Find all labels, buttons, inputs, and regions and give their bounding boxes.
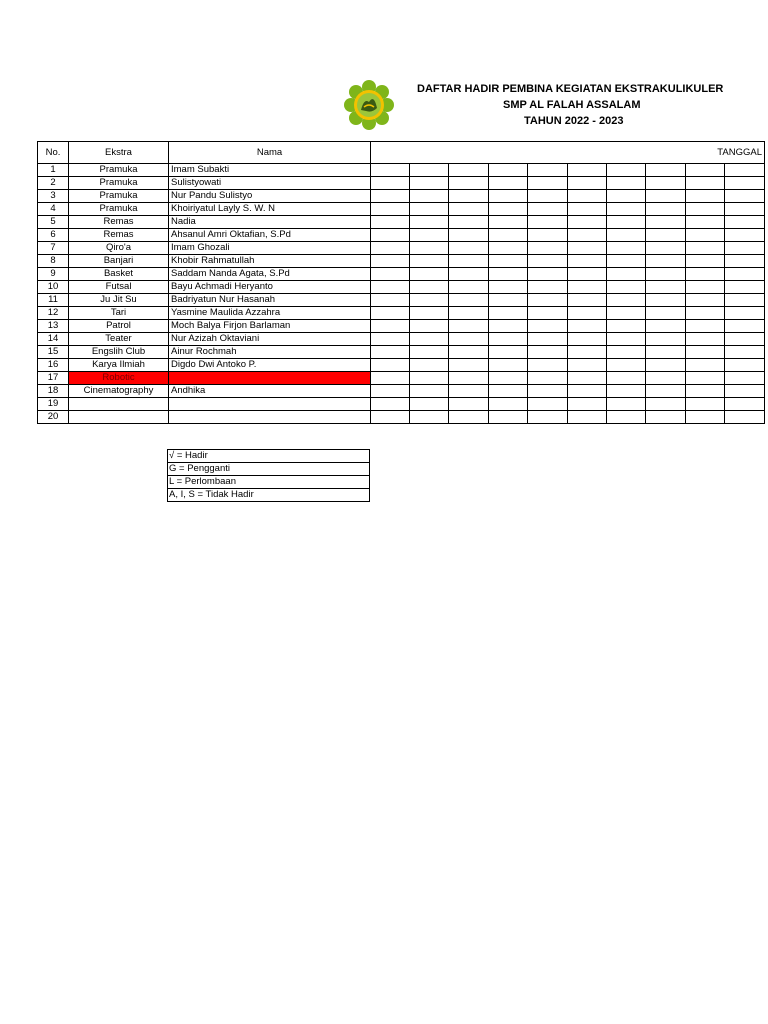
row-no: 5	[38, 216, 69, 229]
attendance-cell	[449, 333, 489, 346]
attendance-cell	[646, 372, 686, 385]
attendance-cell	[607, 359, 646, 372]
row-nama: Nur Pandu Sulistyo	[169, 190, 371, 203]
attendance-cell	[489, 411, 528, 424]
attendance-cell	[725, 203, 765, 216]
row-no: 12	[38, 307, 69, 320]
attendance-cell	[371, 307, 410, 320]
row-no: 14	[38, 333, 69, 346]
attendance-cell	[410, 216, 449, 229]
header-ekstra: Ekstra	[69, 142, 169, 164]
attendance-cell	[371, 268, 410, 281]
row-nama: Andhika	[169, 385, 371, 398]
school-name: SMP AL FALAH ASSALAM	[503, 99, 641, 111]
attendance-cell	[607, 333, 646, 346]
attendance-cell	[410, 190, 449, 203]
attendance-cell	[725, 216, 765, 229]
attendance-cell	[725, 229, 765, 242]
attendance-cell	[725, 346, 765, 359]
attendance-cell	[410, 398, 449, 411]
attendance-cell	[449, 190, 489, 203]
legend-perlombaan: L = Perlombaan	[168, 476, 370, 489]
attendance-cell	[449, 346, 489, 359]
attendance-cell	[568, 372, 607, 385]
school-emblem-icon	[344, 80, 394, 130]
attendance-cell	[449, 385, 489, 398]
attendance-cell	[646, 385, 686, 398]
attendance-cell	[528, 398, 568, 411]
row-no: 4	[38, 203, 69, 216]
row-no: 3	[38, 190, 69, 203]
attendance-cell	[449, 242, 489, 255]
row-no: 6	[38, 229, 69, 242]
attendance-cell	[449, 255, 489, 268]
row-ekstra: Qiro'a	[69, 242, 169, 255]
attendance-cell	[371, 242, 410, 255]
attendance-cell	[528, 190, 568, 203]
attendance-cell	[449, 320, 489, 333]
row-no: 1	[38, 164, 69, 177]
attendance-cell	[410, 255, 449, 268]
attendance-cell	[489, 242, 528, 255]
attendance-cell	[528, 411, 568, 424]
attendance-cell	[410, 203, 449, 216]
table-row	[38, 177, 765, 190]
row-nama: Ahsanul Amri Oktafian, S.Pd	[169, 229, 371, 242]
row-ekstra: Cinematography	[69, 385, 169, 398]
attendance-cell	[725, 359, 765, 372]
attendance-cell	[646, 190, 686, 203]
attendance-cell	[410, 164, 449, 177]
row-nama: Imam Ghozali	[169, 242, 371, 255]
attendance-cell	[646, 177, 686, 190]
attendance-cell	[410, 411, 449, 424]
row-ekstra: Pramuka	[69, 190, 169, 203]
row-no: 7	[38, 242, 69, 255]
attendance-cell	[725, 164, 765, 177]
attendance-cell	[568, 255, 607, 268]
attendance-cell	[607, 281, 646, 294]
attendance-cell	[568, 385, 607, 398]
attendance-cell	[489, 372, 528, 385]
attendance-cell	[528, 307, 568, 320]
row-nama	[169, 398, 371, 411]
legend-hadir: √ = Hadir	[168, 450, 370, 463]
attendance-cell	[410, 229, 449, 242]
attendance-cell	[646, 333, 686, 346]
attendance-table	[37, 141, 765, 424]
attendance-cell	[371, 164, 410, 177]
attendance-cell	[489, 320, 528, 333]
attendance-cell	[528, 333, 568, 346]
attendance-cell	[410, 333, 449, 346]
row-nama: Ainur Rochmah	[169, 346, 371, 359]
attendance-cell	[371, 359, 410, 372]
attendance-cell	[646, 346, 686, 359]
attendance-cell	[607, 385, 646, 398]
attendance-cell	[568, 411, 607, 424]
attendance-cell	[489, 190, 528, 203]
attendance-cell	[449, 372, 489, 385]
attendance-cell	[528, 372, 568, 385]
attendance-cell	[607, 216, 646, 229]
attendance-cell	[410, 281, 449, 294]
row-nama: Bayu Achmadi Heryanto	[169, 281, 371, 294]
attendance-cell	[371, 229, 410, 242]
attendance-cell	[410, 320, 449, 333]
attendance-cell	[607, 372, 646, 385]
attendance-cell	[568, 333, 607, 346]
attendance-cell	[725, 372, 765, 385]
attendance-cell	[489, 281, 528, 294]
table-row	[38, 333, 765, 346]
attendance-cell	[410, 346, 449, 359]
attendance-cell	[371, 333, 410, 346]
attendance-cell	[410, 385, 449, 398]
attendance-cell	[568, 346, 607, 359]
attendance-cell	[646, 320, 686, 333]
table-row	[38, 281, 765, 294]
attendance-cell	[449, 229, 489, 242]
attendance-cell	[449, 177, 489, 190]
attendance-cell	[489, 268, 528, 281]
attendance-cell	[686, 255, 725, 268]
row-nama: Badriyatun Nur Hasanah	[169, 294, 371, 307]
attendance-cell	[607, 320, 646, 333]
table-row	[38, 216, 765, 229]
attendance-cell	[725, 255, 765, 268]
attendance-cell	[686, 242, 725, 255]
attendance-cell	[725, 177, 765, 190]
attendance-cell	[646, 307, 686, 320]
attendance-cell	[410, 268, 449, 281]
attendance-cell	[410, 242, 449, 255]
attendance-cell	[449, 398, 489, 411]
attendance-cell	[489, 346, 528, 359]
table-row	[38, 294, 765, 307]
table-row	[38, 242, 765, 255]
attendance-cell	[568, 359, 607, 372]
attendance-cell	[607, 307, 646, 320]
row-ekstra	[69, 398, 169, 411]
row-no: 17	[38, 372, 69, 385]
attendance-cell	[607, 177, 646, 190]
attendance-cell	[646, 359, 686, 372]
attendance-cell	[528, 268, 568, 281]
attendance-cell	[725, 294, 765, 307]
attendance-cell	[528, 203, 568, 216]
legend-pengganti: G = Pengganti	[168, 463, 370, 476]
table-row	[38, 320, 765, 333]
attendance-cell	[725, 190, 765, 203]
row-no: 9	[38, 268, 69, 281]
attendance-cell	[371, 216, 410, 229]
attendance-cell	[410, 359, 449, 372]
table-row	[38, 307, 765, 320]
attendance-cell	[489, 398, 528, 411]
row-nama: Nur Azizah Oktaviani	[169, 333, 371, 346]
attendance-cell	[528, 216, 568, 229]
attendance-cell	[449, 203, 489, 216]
attendance-cell	[489, 359, 528, 372]
attendance-cell	[686, 320, 725, 333]
attendance-cell	[607, 229, 646, 242]
attendance-cell	[371, 320, 410, 333]
attendance-cell	[686, 216, 725, 229]
row-ekstra: Banjari	[69, 255, 169, 268]
row-no: 2	[38, 177, 69, 190]
table-row	[38, 359, 765, 372]
attendance-cell	[725, 411, 765, 424]
academic-year: TAHUN 2022 - 2023	[524, 115, 624, 127]
row-ekstra: Futsal	[69, 281, 169, 294]
attendance-cell	[646, 294, 686, 307]
attendance-cell	[528, 242, 568, 255]
attendance-cell	[568, 307, 607, 320]
attendance-cell	[371, 255, 410, 268]
attendance-cell	[725, 398, 765, 411]
attendance-cell	[528, 255, 568, 268]
table-row	[38, 372, 765, 385]
attendance-cell	[528, 229, 568, 242]
legend-tidak-hadir: A, I, S = Tidak Hadir	[168, 489, 370, 502]
attendance-cell	[410, 307, 449, 320]
attendance-cell	[489, 333, 528, 346]
attendance-cell	[686, 398, 725, 411]
attendance-cell	[528, 281, 568, 294]
attendance-cell	[607, 294, 646, 307]
attendance-cell	[607, 242, 646, 255]
attendance-cell	[607, 398, 646, 411]
attendance-cell	[607, 268, 646, 281]
row-ekstra	[69, 411, 169, 424]
table-row	[38, 346, 765, 359]
attendance-cell	[607, 164, 646, 177]
attendance-cell	[646, 411, 686, 424]
attendance-cell	[410, 372, 449, 385]
table-row	[38, 229, 765, 242]
attendance-cell	[646, 216, 686, 229]
attendance-cell	[528, 164, 568, 177]
row-ekstra: Remas	[69, 229, 169, 242]
header-nama: Nama	[169, 142, 371, 164]
attendance-cell	[371, 190, 410, 203]
row-ekstra: Pramuka	[69, 203, 169, 216]
attendance-cell	[646, 164, 686, 177]
attendance-cell	[449, 281, 489, 294]
attendance-cell	[725, 242, 765, 255]
attendance-cell	[686, 164, 725, 177]
row-nama: Saddam Nanda Agata, S.Pd	[169, 268, 371, 281]
table-row	[38, 411, 765, 424]
attendance-cell	[725, 385, 765, 398]
row-nama: Sulistyowati	[169, 177, 371, 190]
row-ekstra: Remas	[69, 216, 169, 229]
row-ekstra: Teater	[69, 333, 169, 346]
attendance-cell	[449, 164, 489, 177]
attendance-cell	[725, 307, 765, 320]
attendance-cell	[686, 177, 725, 190]
row-ekstra: Engslih Club	[69, 346, 169, 359]
attendance-cell	[646, 229, 686, 242]
attendance-cell	[686, 203, 725, 216]
attendance-cell	[489, 294, 528, 307]
table-row	[38, 268, 765, 281]
attendance-cell	[449, 294, 489, 307]
attendance-cell	[489, 385, 528, 398]
attendance-cell	[489, 255, 528, 268]
attendance-cell	[646, 242, 686, 255]
attendance-cell	[686, 294, 725, 307]
table-header-row	[38, 142, 765, 164]
row-nama: Khoiriyatul Layly S. W. N	[169, 203, 371, 216]
header-no: No.	[38, 142, 69, 164]
attendance-cell	[489, 177, 528, 190]
attendance-cell	[528, 320, 568, 333]
attendance-cell	[568, 281, 607, 294]
attendance-cell	[646, 203, 686, 216]
document-title: DAFTAR HADIR PEMBINA KEGIATAN EKSTRAKULIKULER	[417, 83, 724, 95]
attendance-cell	[568, 320, 607, 333]
attendance-cell	[449, 307, 489, 320]
attendance-cell	[489, 203, 528, 216]
attendance-cell	[725, 333, 765, 346]
row-ekstra: Ju Jit Su	[69, 294, 169, 307]
row-no: 20	[38, 411, 69, 424]
attendance-cell	[686, 411, 725, 424]
attendance-cell	[528, 177, 568, 190]
attendance-cell	[449, 268, 489, 281]
attendance-cell	[646, 268, 686, 281]
attendance-cell	[528, 346, 568, 359]
row-no: 8	[38, 255, 69, 268]
attendance-cell	[489, 216, 528, 229]
attendance-cell	[646, 281, 686, 294]
row-no: 10	[38, 281, 69, 294]
attendance-cell	[410, 294, 449, 307]
attendance-cell	[568, 190, 607, 203]
attendance-cell	[371, 398, 410, 411]
attendance-cell	[528, 385, 568, 398]
attendance-cell	[607, 411, 646, 424]
row-ekstra: Pramuka	[69, 177, 169, 190]
row-nama: Nadia	[169, 216, 371, 229]
attendance-cell	[607, 255, 646, 268]
attendance-cell	[568, 398, 607, 411]
legend-row	[168, 476, 370, 489]
row-nama: Yasmine Maulida Azzahra	[169, 307, 371, 320]
attendance-cell	[371, 385, 410, 398]
attendance-cell	[607, 203, 646, 216]
row-ekstra: Basket	[69, 268, 169, 281]
row-nama: Khobir Rahmatullah	[169, 255, 371, 268]
legend-row	[168, 463, 370, 476]
attendance-cell	[646, 398, 686, 411]
attendance-cell	[371, 203, 410, 216]
attendance-cell	[607, 190, 646, 203]
attendance-cell	[489, 229, 528, 242]
table-row	[38, 164, 765, 177]
attendance-cell	[371, 281, 410, 294]
attendance-cell	[371, 294, 410, 307]
row-ekstra: Tari	[69, 307, 169, 320]
attendance-cell	[568, 229, 607, 242]
attendance-cell	[686, 229, 725, 242]
attendance-cell	[568, 268, 607, 281]
attendance-cell	[449, 216, 489, 229]
legend-table	[167, 449, 370, 502]
row-no: 13	[38, 320, 69, 333]
row-nama	[169, 372, 371, 385]
attendance-cell	[568, 177, 607, 190]
attendance-cell	[371, 346, 410, 359]
row-no: 18	[38, 385, 69, 398]
row-nama: Digdo Dwi Antoko P.	[169, 359, 371, 372]
attendance-cell	[686, 385, 725, 398]
row-no: 19	[38, 398, 69, 411]
row-ekstra: Patrol	[69, 320, 169, 333]
attendance-cell	[686, 333, 725, 346]
attendance-cell	[686, 359, 725, 372]
attendance-cell	[568, 242, 607, 255]
row-ekstra: Karya Ilmiah	[69, 359, 169, 372]
attendance-cell	[568, 203, 607, 216]
header-tanggal: TANGGAL	[371, 142, 765, 164]
attendance-cell	[568, 216, 607, 229]
row-ekstra: Robotic	[69, 372, 169, 385]
attendance-cell	[725, 281, 765, 294]
attendance-cell	[449, 411, 489, 424]
row-nama: Moch Balya Firjon Barlaman	[169, 320, 371, 333]
row-ekstra: Pramuka	[69, 164, 169, 177]
attendance-cell	[725, 268, 765, 281]
attendance-cell	[686, 372, 725, 385]
row-no: 11	[38, 294, 69, 307]
attendance-cell	[489, 164, 528, 177]
attendance-cell	[686, 268, 725, 281]
attendance-cell	[686, 281, 725, 294]
attendance-cell	[568, 164, 607, 177]
row-nama	[169, 411, 371, 424]
attendance-cell	[449, 359, 489, 372]
attendance-cell	[528, 294, 568, 307]
table-row	[38, 385, 765, 398]
table-row	[38, 255, 765, 268]
legend-row	[168, 450, 370, 463]
table-row	[38, 203, 765, 216]
row-no: 15	[38, 346, 69, 359]
attendance-cell	[371, 372, 410, 385]
attendance-cell	[489, 307, 528, 320]
attendance-cell	[371, 177, 410, 190]
legend-row	[168, 489, 370, 502]
attendance-cell	[371, 411, 410, 424]
attendance-cell	[646, 255, 686, 268]
attendance-cell	[686, 307, 725, 320]
attendance-cell	[410, 177, 449, 190]
row-nama: Imam Subakti	[169, 164, 371, 177]
attendance-cell	[607, 346, 646, 359]
table-row	[38, 398, 765, 411]
attendance-cell	[725, 320, 765, 333]
table-row	[38, 190, 765, 203]
attendance-cell	[528, 359, 568, 372]
attendance-cell	[686, 346, 725, 359]
attendance-cell	[568, 294, 607, 307]
attendance-cell	[686, 190, 725, 203]
row-no: 16	[38, 359, 69, 372]
